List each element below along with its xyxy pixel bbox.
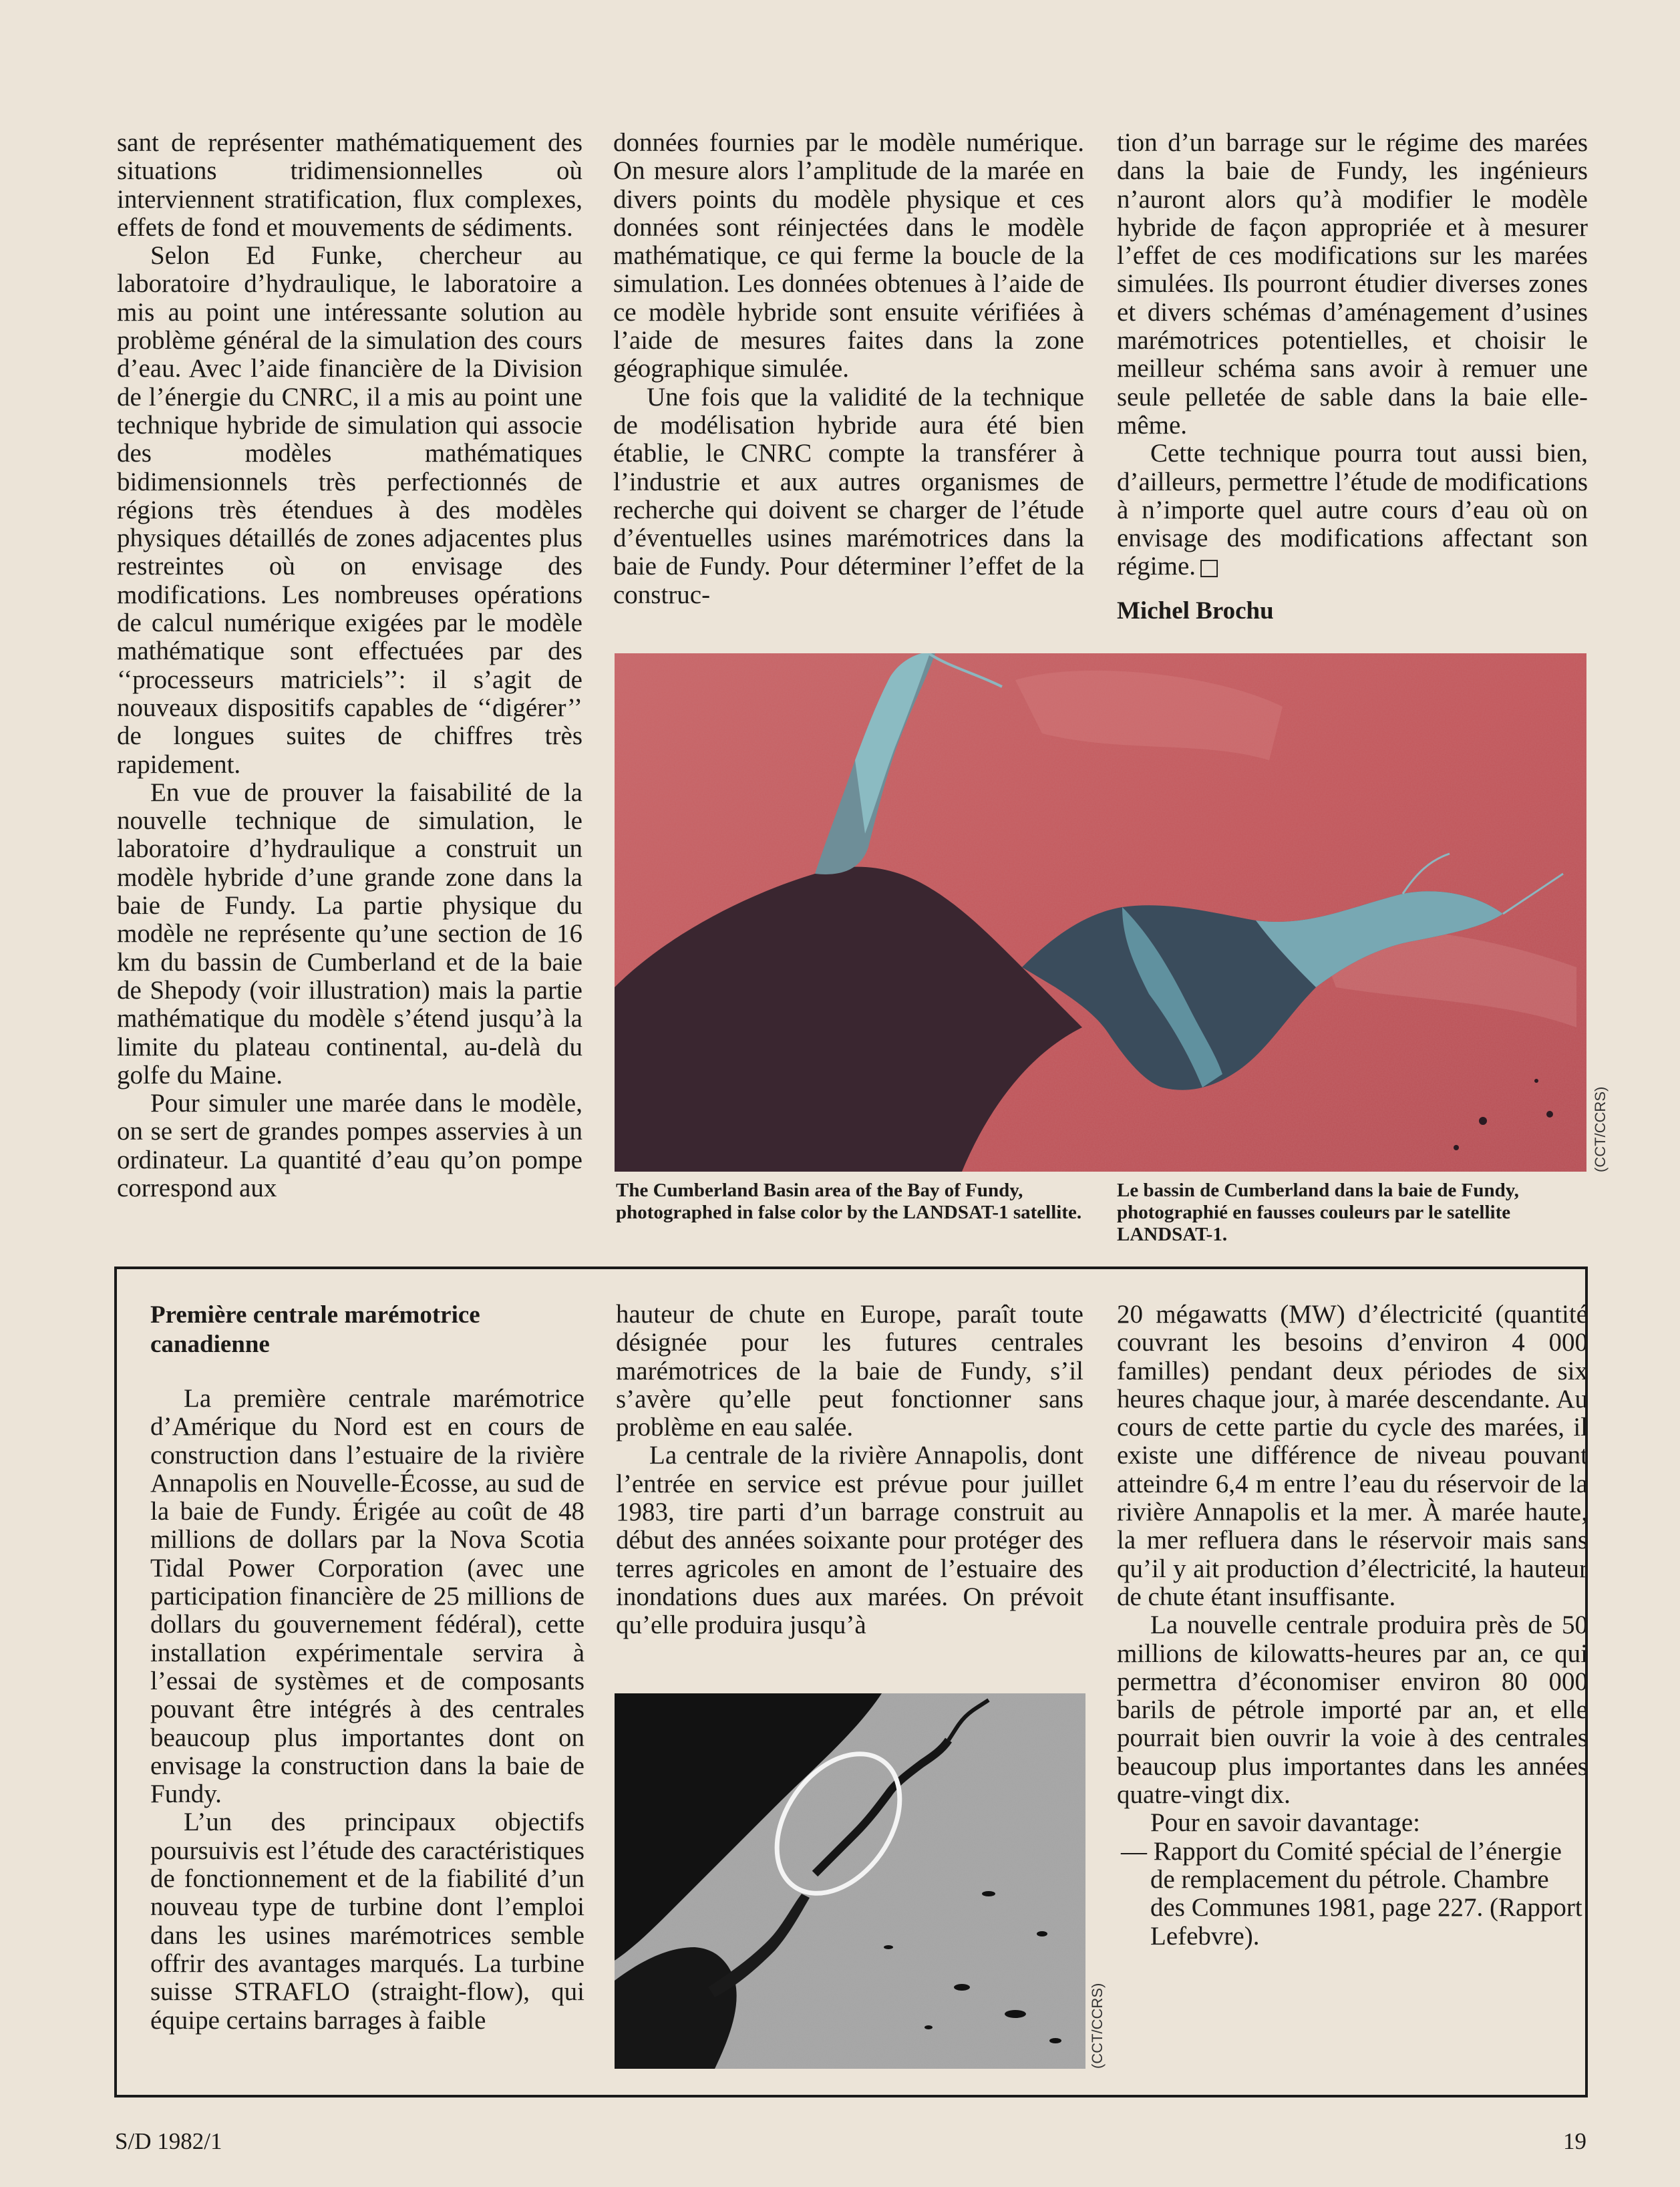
paragraph	[1117, 440, 1588, 581]
sidebar-column-1	[150, 1301, 584, 2035]
paragraph: L’un des principaux objectifs poursuivis est l’étude des caractéristiques de fonctionnement et de la fiabilité d’un nouveau type de turbine dont l’emploi dans les usines marémotrices semble offrir des avantages marqués. La turbine suisse STRAFLO (straight-flow), qui équipe certains barrages à faible	[150, 1808, 584, 2035]
sidebar-column-3	[1117, 1301, 1588, 1951]
article-column-1	[117, 129, 582, 1202]
photo-credit: (CCT/CCRS)	[1592, 1086, 1609, 1172]
caption-french: Le bassin de Cumberland dans la baie de Fundy, photographié en fausses couleurs par le satellite LANDSAT-1.	[1117, 1180, 1519, 1245]
annapolis-photo	[615, 1693, 1085, 2069]
author-signature: Michel Brochu	[1117, 597, 1274, 625]
caption-english: The Cumberland Basin area of the Bay of Fundy, photographed in false color by the LANDSAT-1 satellite.	[616, 1180, 1082, 1223]
paragraph: En vue de prouver la faisabilité de la nouvelle technique de simulation, le laboratoire d’hydraulique a construit un modèle hybride d’une grande zone dans la baie de Fundy. La partie physique du modèle ne représente qu’une section de 16 km du bassin de Cumberland et de la baie de Shepody (voir illustration) mais la partie mathématique du modèle s’étend jusqu’à la limite du plateau continental, au-delà du golfe du Maine.	[117, 778, 582, 1089]
paragraph: données fournies par le modèle numérique. On mesure alors l’amplitude de la marée en divers points du modèle physique et ces données sont réinjectées dans le modèle mathématique, ce qui ferme la boucle de la simulation. Les données obtenues à l’aide de ce modèle hybride sont ensuite vérifiées à l’aide de mesures faites dans la zone géographique simulée.	[613, 128, 1084, 383]
paragraph: 20 mégawatts (MW) d’électricité (quantité couvrant les besoins d’environ 4 000 familles) pendant deux périodes de six heures chaque jour, à marée descendante. Au cours de cette partie du cycle des marées, il existe une différence de niveau pouvant atteindre 6,4 m entre l’eau du réservoir de la rivière Annapolis et la mer. À marée haute, la mer refluera dans le réservoir mais sans qu’il y ait production d’électricité, la hauteur de chute étant insuffisante.	[1117, 1300, 1588, 1611]
article-column-2	[613, 129, 1084, 609]
sidebar-column-2	[616, 1301, 1083, 1640]
paragraph: hauteur de chute en Europe, paraît toute désignée pour les futures centrales marémotrices de la baie de Fundy, s’il s’avère qu’elle peut fonctionner sans problème en eau salée.	[616, 1300, 1083, 1442]
end-mark: □	[1198, 554, 1220, 581]
paragraph: sant de représenter mathématiquement des situations tridimensionnelles où interviennent stratification, flux complexes, effets de fond et mouvements de sédiments.	[117, 128, 582, 242]
paragraph: La première centrale marémotrice d’Amérique du Nord est en cours de construction dans l’estuaire de la rivière Annapolis en Nouvelle-Écosse, au sud de la baie de Fundy. Érigée au coût de 48 millions de dollars par la Nova Scotia Tidal Power Corporation (avec une participation financière de 25 millions de dollars du gouvernement fédéral), cette installation expérimentale servira à l’essai de systèmes et de composants pouvant être intégrés à des centrales beaucoup plus importantes dont on envisage la construction dans la baie de Fundy.	[150, 1384, 584, 1809]
paragraph: tion d’un barrage sur le régime des marées dans la baie de Fundy, les ingénieurs n’auront alors qu’à modifier le modèle hybride de façon appropriée et à mesurer l’effet de ces modifications sur les marées simulées. Ils pourront étudier diverses zones et divers schémas d’aménagement d’usines marémotrices potentielles, et choisir le meilleur schéma sans avoir à remuer une seule pelletée de sable dans la baie elle-même.	[1117, 128, 1588, 440]
annapolis-photo-credit: (CCT/CCRS)	[1089, 1983, 1106, 2069]
annapolis-aerial-image	[615, 1693, 1085, 2069]
issue-label: S/D 1982/1	[115, 2128, 222, 2154]
paragraph-text: Cette technique pourra tout aussi bien, d’ailleurs, permettre l’étude de modifications à n’importe quel autre cours d’eau où on envisage des modifications affectant son régime.	[1117, 439, 1588, 581]
paragraph: Pour en savoir davantage:	[1150, 1808, 1420, 1838]
reference-item: — Rapport du Comité spécial de l’énergie de remplacement du pétrole. Chambre des Communes 1981, page 227. (Rapport Lefebvre).	[1121, 1836, 1582, 1951]
article-column-3	[1117, 129, 1588, 625]
paragraph: Selon Ed Funke, chercheur au laboratoire d’hydraulique, le laboratoire a mis au point une intéressante solution au problème général de la simulation des cours d’eau. Avec l’aide financière de la Division de l’énergie du CNRC, il a mis au point une technique hybride de simulation qui associe des modèles mathématiques bidimensionnels très perfectionnés de régions très étendues à des modèles physiques détaillés de zones adjacentes plus restreintes où on envisage des modifications. Les nombreuses opérations de calcul numérique exigées par le modèle mathématique sont effectuées par des ‘‘processeurs matriciels’’: il s’agit de nouveaux dispositifs capables de ‘‘digérer’’ de longues suites de chiffres très rapidement.	[117, 241, 582, 779]
paragraph: Pour simuler une marée dans le modèle, on se sert de grandes pompes asservies à un ordinateur. La quantité d’eau qu’on pompe correspond aux	[117, 1089, 582, 1202]
paragraph: La nouvelle centrale produira près de 50 millions de kilowatts-heures par an, ce qui permettra d’économiser environ 80 000 barils de pétrole importé par an, et elle pourrait bien ouvrir la voie à des centrales beaucoup plus importantes dans les années quatre-vingt dix.	[1117, 1611, 1588, 1810]
page-number: 19	[1563, 2128, 1586, 2154]
satellite-photo	[615, 653, 1586, 1172]
paragraph: La centrale de la rivière Annapolis, dont l’entrée en service est prévue pour juillet 1983, tire parti d’un barrage construit au début des années soixante pour protéger des terres agricoles en amont de l’estuaire des inondations dues aux marées. On prévoit qu’elle produira jusqu’à	[616, 1441, 1083, 1640]
sidebar-title: Première centrale marémotrice canadienne	[150, 1301, 480, 1358]
false-color-landsat-image	[615, 653, 1586, 1172]
paragraph: Une fois que la validité de la technique de modélisation hybride aura été bien établie, le CNRC compte la transférer à l’industrie et aux autres organismes de recherche qui doivent se charger de l’étude d’éventuelles usines marémotrices dans la baie de Fundy. Pour déterminer l’effet de la construc-	[613, 382, 1084, 609]
